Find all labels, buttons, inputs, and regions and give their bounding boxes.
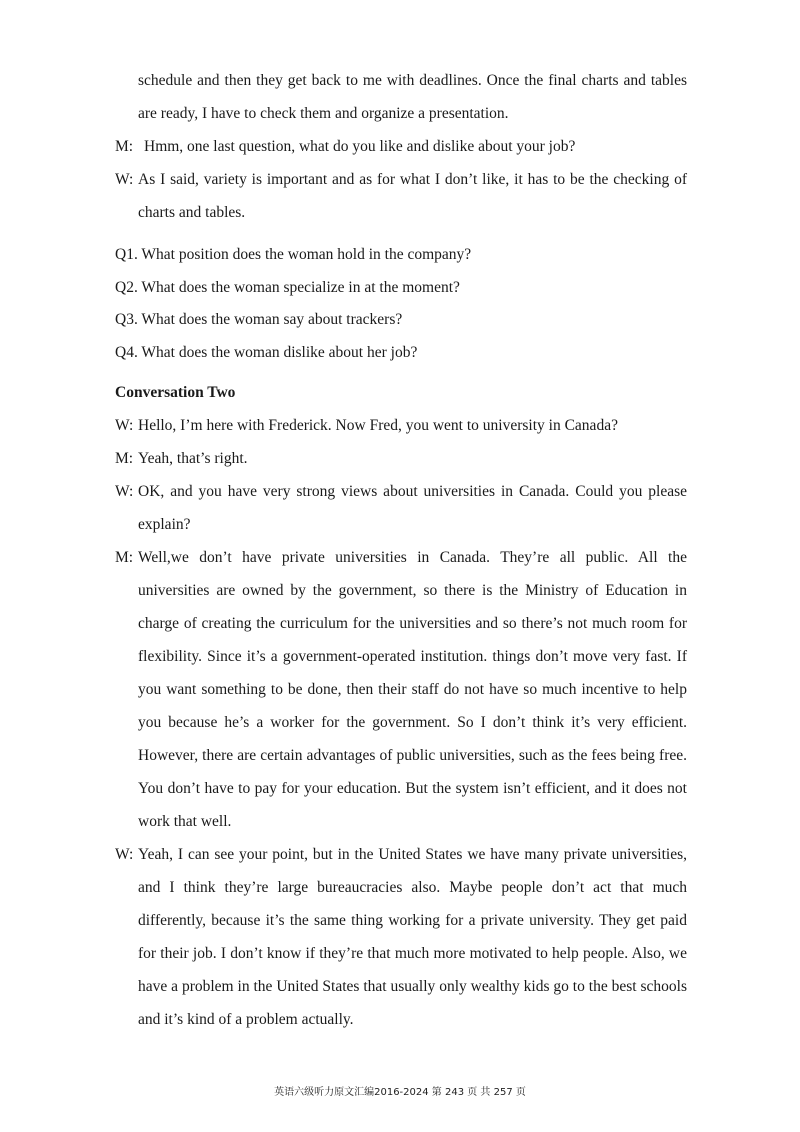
- dialogue-turn: [115, 442, 687, 475]
- turn-text: Yeah, I can see your point, but in the United States we have many private universities, and I think they’re large bureaucracies also. Maybe people don’t act that much differently, because it’s the same thing working for a private university. They get paid for their job. I don’t know if they’re that much more motivated to help people. Also, we have a problem in the United States that usually only wealthy kids go to the best schools and it’s kind of a problem actually.: [138, 846, 687, 1028]
- dialogue-turn: [115, 475, 687, 541]
- dialogue-turn: [115, 130, 687, 163]
- question-item: Q2. What does the woman specialize in at the moment?: [115, 278, 460, 296]
- question-item: Q3. What does the woman say about trackers?: [115, 311, 403, 328]
- speaker-label: M:: [115, 549, 134, 566]
- speaker-label: W:: [115, 483, 134, 500]
- question-item: Q1. What position does the woman hold in the company?: [115, 246, 472, 263]
- conversation-one-continued-text: schedule and then they get back to me with deadlines. Once the final charts and tables are ready, I have to check them and organize a presentation.: [138, 72, 687, 122]
- turn-text: Hello, I’m here with Frederick. Now Fred, you went to university in Canada?: [138, 417, 618, 434]
- speaker-label: W:: [115, 171, 134, 188]
- turn-text: Yeah, that’s right.: [138, 450, 248, 467]
- dialogue-turn: [115, 409, 687, 442]
- turn-text: Hmm, one last question, what do you like and dislike about your job?: [144, 138, 576, 155]
- speaker-label: M:: [115, 450, 134, 467]
- page-content: [115, 64, 687, 1036]
- turn-text: As I said, variety is important and as for what I don’t like, it has to be the checking of charts and tables.: [138, 171, 687, 221]
- spacer: [115, 229, 687, 239]
- dialogue-turn: [115, 541, 687, 838]
- question-item: Q4. What does the woman dislike about her job?: [115, 343, 418, 361]
- turn-text: OK, and you have very strong views about universities in Canada. Could you please explain?: [138, 483, 687, 533]
- dialogue-turn: [115, 163, 687, 229]
- dialogue-turn: [115, 838, 687, 1036]
- page-footer: 英语六级听力原文汇编2016-2024 第 243 页 共 257 页: [274, 1087, 526, 1098]
- speaker-label: W:: [115, 417, 134, 434]
- speaker-label: M:: [115, 138, 134, 155]
- speaker-label: W:: [115, 846, 134, 863]
- section-title: Conversation Two: [115, 384, 236, 401]
- turn-text: Well,we don’t have private universities in Canada. They’re all public. All the universities are owned by the government, so there is the Ministry of Education in charge of creating the curriculum for the universities and so there’s not much room for flexibility. Since it’s a government-operated institution. things don’t move very fast. If you want something to be done, then their staff do not have so much incentive to help you because he’s a worker for the government. So I don’t think it’s very efficient. However, there are certain advantages of public universities, such as the fees being free. You don’t have to pay for your education. But the system isn’t efficient, and it does not work that well.: [138, 549, 687, 830]
